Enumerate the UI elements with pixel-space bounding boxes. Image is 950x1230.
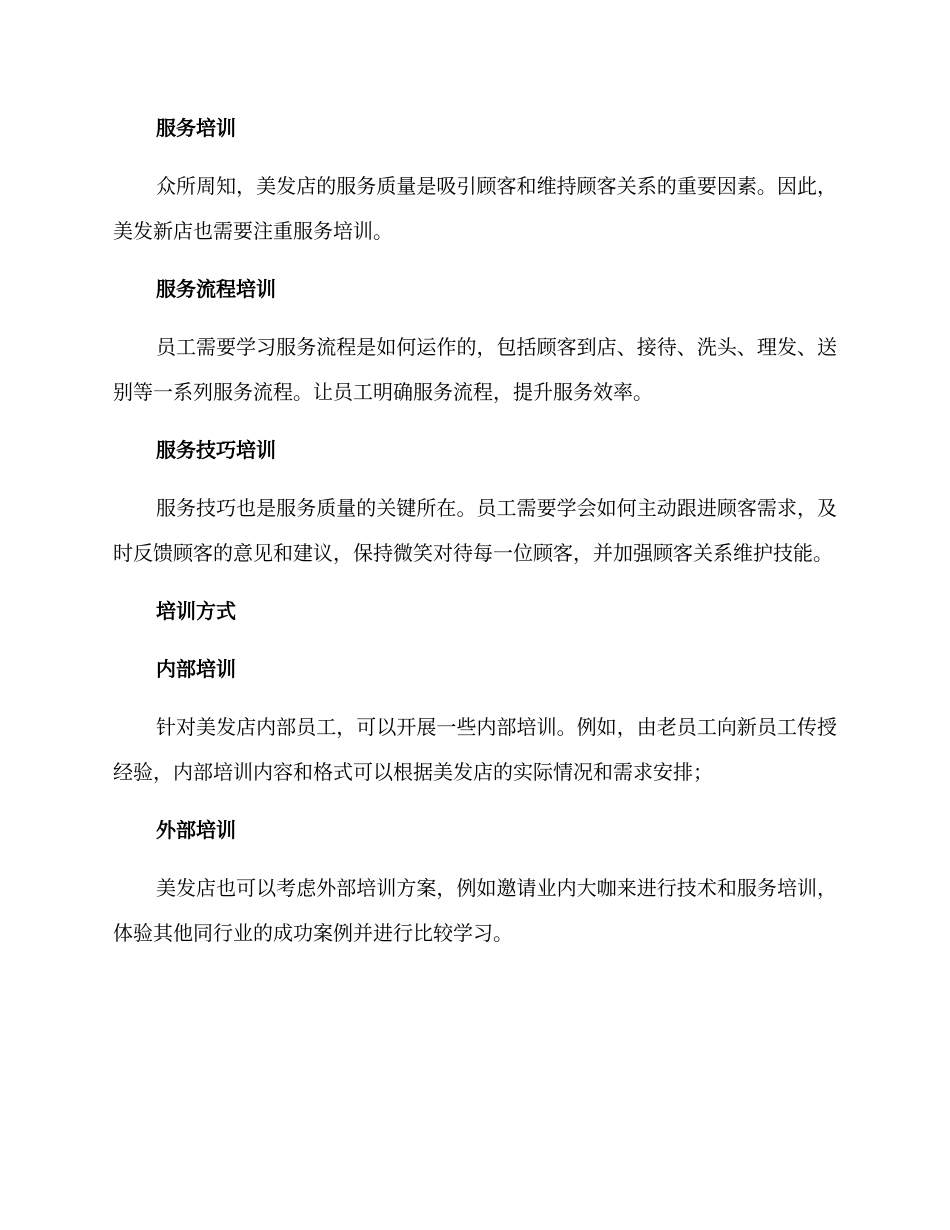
heading-external-training: 外部培训 [156, 818, 236, 842]
paragraph-service-process-training: 员工需要学习服务流程是如何运作的，包括顾客到店、接待、洗头、理发、送别等一系列服务流程。让员工明确服务流程，提升服务效率。 [113, 335, 837, 404]
paragraph-service-skills-training: 服务技巧也是服务质量的关键所在。员工需要学会如何主动跟进顾客需求，及时反馈顾客的意见和建议，保持微笑对待每一位顾客，并加强顾客关系维护技能。 [113, 496, 837, 565]
paragraph-service-training: 众所周知，美发店的服务质量是吸引顾客和维持顾客关系的重要因素。因此，美发新店也需要注重服务培训。 [113, 174, 837, 243]
document-page [113, 111, 837, 974]
paragraph-internal-training: 针对美发店内部员工，可以开展一些内部培训。例如，由老员工向新员工传授经验，内部培训内容和格式可以根据美发店的实际情况和需求安排； [113, 715, 837, 784]
heading-service-skills-training: 服务技巧培训 [156, 438, 276, 462]
heading-service-training: 服务培训 [156, 116, 236, 140]
heading-internal-training: 内部培训 [156, 657, 236, 681]
heading-service-process-training: 服务流程培训 [156, 277, 276, 301]
heading-training-methods: 培训方式 [156, 599, 236, 623]
paragraph-external-training: 美发店也可以考虑外部培训方案，例如邀请业内大咖来进行技术和服务培训，体验其他同行业的成功案例并进行比较学习。 [113, 876, 837, 945]
